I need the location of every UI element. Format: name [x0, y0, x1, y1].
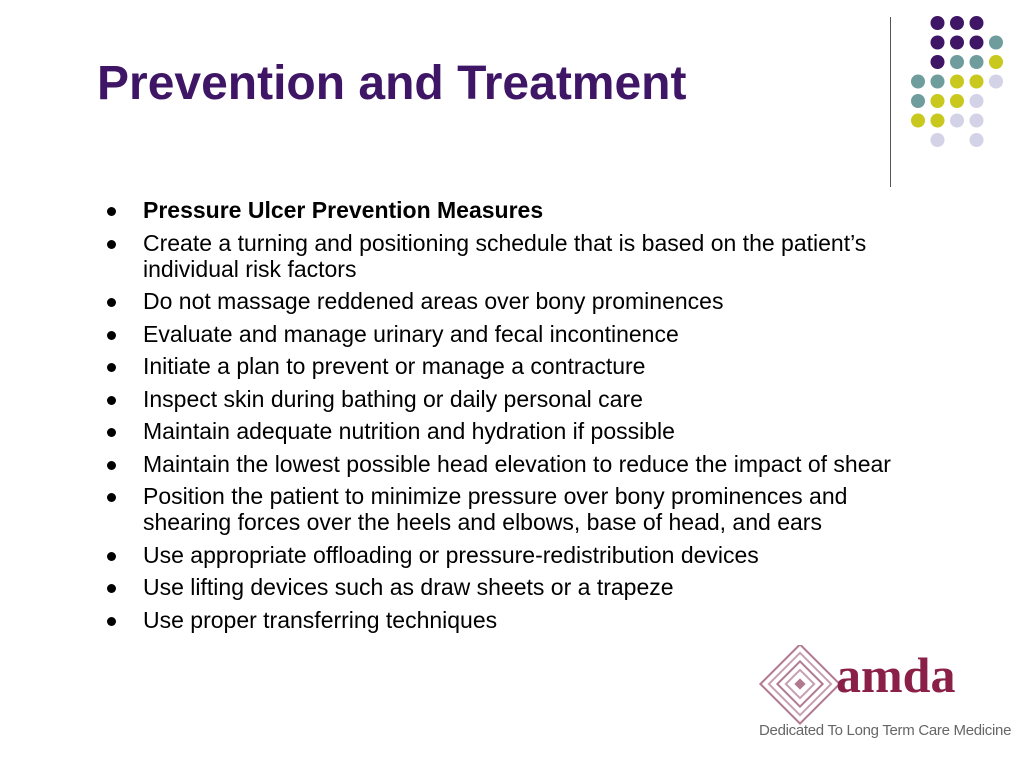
decorative-dot [989, 75, 1003, 89]
bullet-dot-icon [107, 240, 116, 249]
bullet-text: Initiate a plan to prevent or manage a contracture [143, 353, 646, 379]
bullet-text: Do not massage reddened areas over bony prominences [143, 288, 724, 314]
bullet-dot-icon [107, 493, 116, 502]
bullet-text: Maintain the lowest possible head elevation to reduce the impact of shear [143, 450, 891, 477]
decorative-dot [950, 55, 964, 69]
slide-title: Prevention and Treatment [97, 57, 687, 110]
decorative-dot [989, 36, 1003, 50]
bullet-text: Evaluate and manage urinary and fecal incontinence [143, 320, 679, 347]
decorative-dot [970, 36, 984, 50]
decorative-dot [931, 133, 945, 147]
decorative-dot [931, 55, 945, 69]
bullet-dot-icon [107, 331, 116, 340]
decorative-dot [931, 94, 945, 108]
bullet-dot-icon [107, 461, 116, 470]
decorative-dot [970, 75, 984, 89]
bullet-text: Use proper transferring techniques [143, 606, 498, 633]
bullet-item [104, 542, 934, 568]
bullet-dot-icon [107, 617, 116, 626]
bullet-item [104, 288, 934, 314]
bullet-dot-icon [107, 428, 116, 437]
decorative-dot [931, 36, 945, 50]
bullet-text: Pressure Ulcer Prevention Measures [143, 197, 544, 223]
bullet-dot-icon [107, 552, 116, 561]
bullet-text: Inspect skin during bathing or daily personal care [143, 385, 643, 412]
decorative-dot [950, 36, 964, 50]
bullet-item [104, 418, 934, 444]
decorative-dot [950, 16, 964, 30]
bullet-list [104, 197, 934, 639]
bullet-item [104, 386, 934, 412]
bullet-text: Maintain adequate nutrition and hydration if possible [143, 418, 675, 444]
bullet-dot-icon [107, 584, 116, 593]
decorative-dot [911, 75, 925, 89]
decorative-dot [931, 75, 945, 89]
decorative-dot [911, 94, 925, 108]
decorative-dot [970, 114, 984, 128]
bullet-item [104, 574, 934, 600]
bullet-item [104, 451, 934, 477]
bullet-text: Position the patient to minimize pressure over bony prominences and shearing forces over the heels and elbows, base of head, and ears [143, 483, 848, 535]
bullet-dot-icon [107, 207, 116, 216]
bullet-text: Create a turning and positioning schedule that is based on the patient’s individual risk factors [143, 229, 867, 282]
amda-logo-word: amda [836, 647, 956, 703]
decorative-dot [970, 16, 984, 30]
bullet-item [104, 353, 934, 379]
decorative-dot [950, 75, 964, 89]
decorative-dot-grid [0, 0, 1024, 200]
bullet-item [104, 607, 934, 633]
logo-tagline: Dedicated To Long Term Care Medicine [759, 722, 1012, 739]
bullet-text: Use appropriate offloading or pressure-redistribution devices [143, 541, 759, 568]
bullet-dot-icon [107, 298, 116, 307]
bullet-item [104, 197, 934, 223]
decorative-dot [950, 114, 964, 128]
decorative-dot [989, 55, 1003, 69]
decorative-dot [970, 55, 984, 69]
bullet-item [104, 230, 934, 282]
decorative-dot [970, 133, 984, 147]
bullet-text: Use lifting devices such as draw sheets or a trapeze [143, 574, 674, 600]
bullet-item [104, 321, 934, 347]
decorative-dot [970, 94, 984, 108]
bullet-dot-icon [107, 363, 116, 372]
decorative-dot [931, 16, 945, 30]
decorative-dot [931, 114, 945, 128]
bullet-item [104, 483, 934, 535]
decorative-dot [911, 114, 925, 128]
bullet-dot-icon [107, 396, 116, 405]
decorative-dot [950, 94, 964, 108]
